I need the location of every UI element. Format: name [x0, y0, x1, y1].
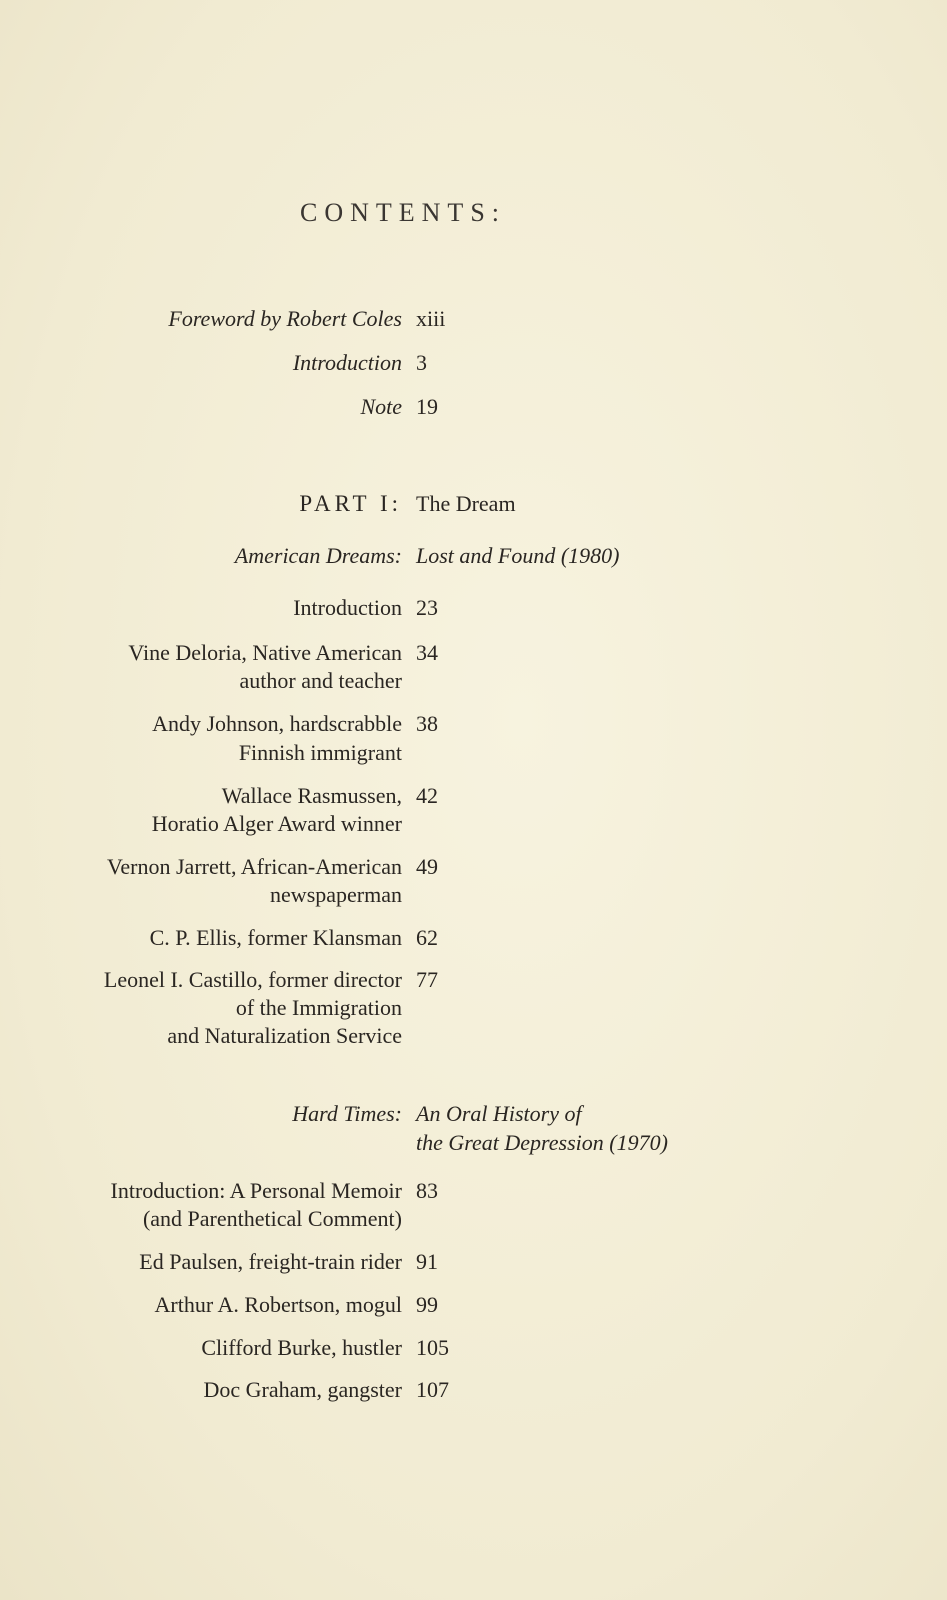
book-label: Hard Times: [292, 1101, 402, 1126]
toc-entry-page: 62 [416, 925, 438, 950]
toc-entry-title: Doc Graham, gangster [203, 1377, 402, 1402]
toc-entry-page: 107 [416, 1377, 449, 1402]
toc-entry-title-line: (and Parenthetical Comment) [142, 1206, 402, 1231]
part-title: The Dream [416, 491, 516, 516]
book-title-line: the Great Depression (1970) [416, 1130, 668, 1155]
toc-entry-page: 49 [416, 854, 438, 879]
toc-entry-title: Introduction [293, 595, 402, 620]
toc-entry-page: 99 [416, 1292, 438, 1317]
toc-entry-title: Arthur A. Robertson, mogul [154, 1292, 402, 1317]
toc-entry-title: Vernon Jarrett, African-American [106, 854, 402, 879]
toc-entry-title-line: and Naturalization Service [167, 1023, 402, 1048]
toc-entry-page: 34 [416, 640, 438, 665]
toc-entry-title: C. P. Ellis, former Klansman [149, 925, 402, 950]
book-title: Lost and Found (1980) [416, 543, 620, 568]
toc-entry-page: 3 [416, 350, 427, 375]
toc-entry-title: Vine Deloria, Native American [128, 640, 402, 665]
toc-entry-page: 23 [416, 595, 438, 620]
toc-entry-title: Clifford Burke, hustler [201, 1335, 402, 1360]
toc-entry-title: Leonel I. Castillo, former director [103, 967, 402, 992]
part-label: PART I: [299, 491, 402, 516]
contents-heading: CONTENTS: [300, 198, 506, 227]
book-label: American Dreams: [234, 543, 402, 568]
toc-entry-title: Introduction [292, 350, 402, 375]
toc-entry-title-line: of the Immigration [235, 995, 402, 1020]
toc-entry-title: Introduction: A Personal Memoir [110, 1178, 402, 1203]
toc-entry-page: 42 [416, 783, 438, 808]
toc-entry-page: 105 [416, 1335, 449, 1360]
toc-entry-page: 83 [416, 1178, 438, 1203]
toc-entry-title: Ed Paulsen, freight-train rider [139, 1249, 402, 1274]
toc-entry-page: 38 [416, 711, 438, 736]
toc-entry-page: xiii [416, 306, 446, 331]
toc-entry-title: Andy Johnson, hardscrabble [152, 711, 402, 736]
toc-entry-title-line: Horatio Alger Award winner [151, 811, 402, 836]
toc-entry-title: Foreword by Robert Coles [168, 306, 402, 331]
toc-entry-page: 19 [416, 394, 438, 419]
toc-entry-title-line: newspaperman [270, 882, 402, 907]
toc-entry-page: 77 [416, 967, 438, 992]
toc-entry-title: Note [360, 394, 402, 419]
toc-entry-title: Wallace Rasmussen, [221, 783, 402, 808]
book-title: An Oral History of [416, 1101, 582, 1126]
toc-entry-title-line: Finnish immigrant [238, 740, 402, 765]
toc-entry-page: 91 [416, 1249, 438, 1274]
toc-entry-title-line: author and teacher [239, 668, 402, 693]
